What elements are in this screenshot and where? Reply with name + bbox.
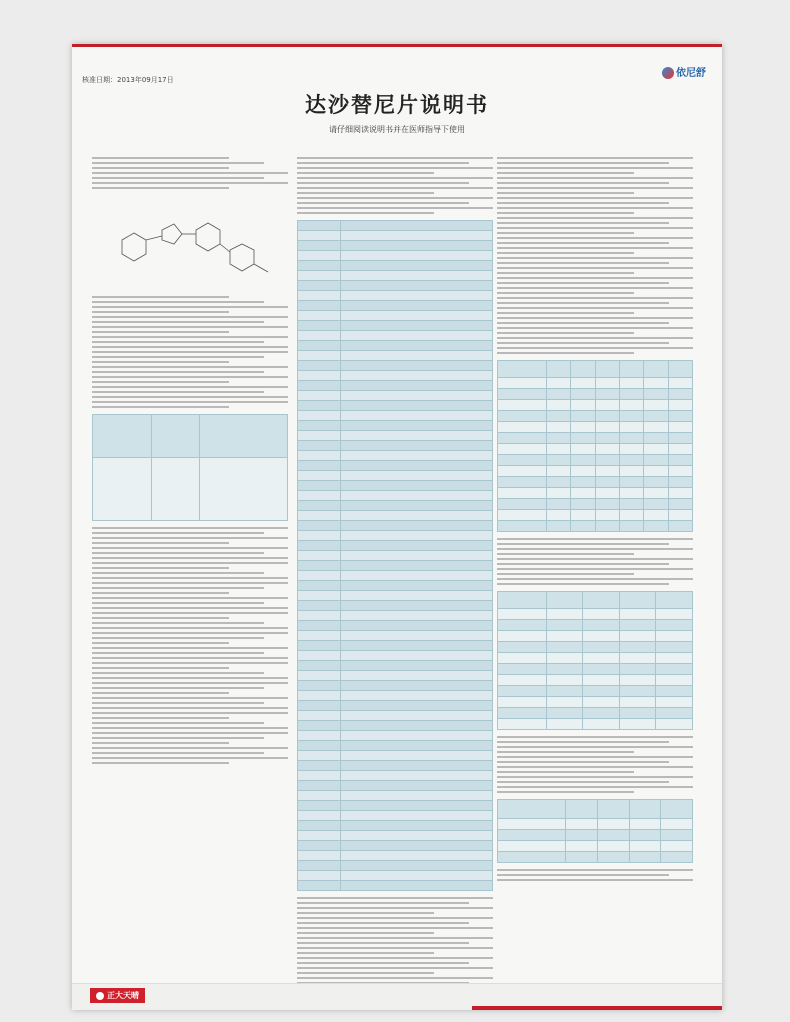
approval-date: 核准日期：2013年09月17日 bbox=[82, 76, 174, 84]
chemical-structure bbox=[92, 195, 288, 290]
footer-strip bbox=[72, 983, 722, 1010]
adverse-reactions-table bbox=[297, 220, 493, 891]
column-middle bbox=[297, 154, 493, 1010]
brand-logo bbox=[662, 64, 706, 79]
column-left bbox=[92, 154, 288, 767]
company-logo-icon bbox=[96, 992, 104, 1000]
column-right bbox=[497, 154, 693, 884]
adverse-events-table-1 bbox=[497, 360, 693, 532]
chemical-structure-icon bbox=[112, 200, 272, 285]
brand-name: 依尼舒 bbox=[676, 68, 706, 79]
company-name: 正大天晴 bbox=[107, 991, 139, 1000]
package-insert-sheet bbox=[72, 44, 722, 1010]
bottom-red-edge bbox=[472, 1006, 722, 1010]
brand-logo-icon bbox=[662, 67, 674, 79]
adverse-events-table-2 bbox=[497, 591, 693, 730]
top-red-edge bbox=[72, 44, 722, 47]
document-title: 达沙替尼片说明书 bbox=[305, 93, 489, 117]
document-subtitle: 请仔细阅读说明书并在医师指导下使用 bbox=[329, 125, 465, 134]
footer-brand bbox=[90, 988, 145, 1003]
dosage-table bbox=[92, 414, 288, 521]
lab-abnormalities-table bbox=[497, 799, 693, 863]
